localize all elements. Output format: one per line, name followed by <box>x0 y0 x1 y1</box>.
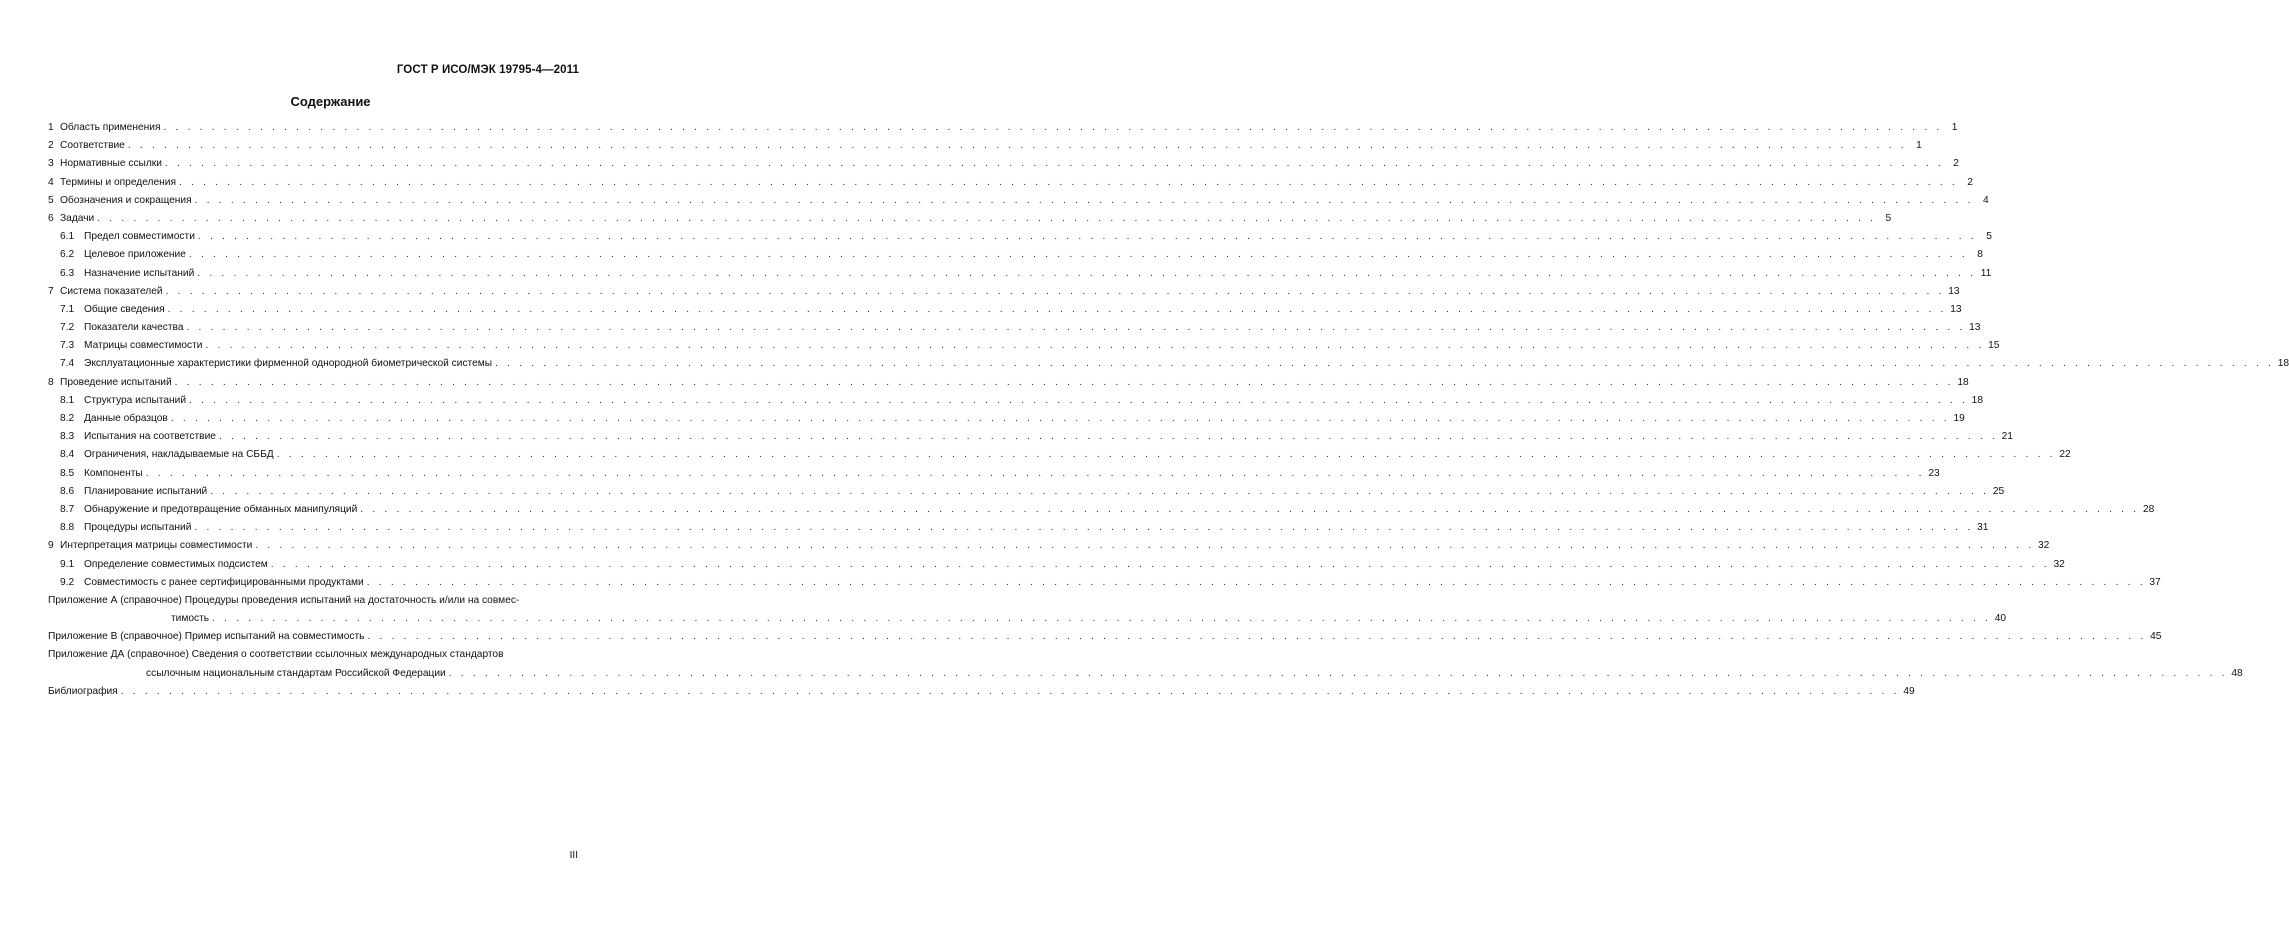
toc-entry-page: 2 <box>1967 176 1973 188</box>
toc-entry-page: 18 <box>1971 394 1983 406</box>
toc-entry-6-1[interactable] <box>48 228 1992 246</box>
toc-entry-page: 13 <box>1948 285 1960 297</box>
toc-entry-page: 32 <box>2037 540 2050 552</box>
dot-leader <box>165 155 1944 173</box>
dot-leader <box>168 301 1947 319</box>
toc-entry-number: 8.7 <box>60 503 75 515</box>
toc-entry-title: Показатели качества <box>84 322 184 334</box>
toc-entry-title: Эксплуатационные характеристики фирменной однородной биометрической системы <box>84 358 493 370</box>
toc-entry-title: Структура испытаний <box>84 394 187 406</box>
toc-entry-page: 13 <box>1969 322 1981 334</box>
table-of-contents <box>48 119 2289 701</box>
document-code: ГОСТ Р ИСО/МЭК 19795-4—2011 <box>396 64 579 76</box>
toc-entry-number: 7.2 <box>60 322 75 334</box>
dot-leader <box>255 537 2034 555</box>
toc-entry-number: 8.2 <box>60 413 75 424</box>
toc-entry-page: 32 <box>2053 558 2065 570</box>
toc-entry-title: Процедуры испытаний <box>84 522 192 534</box>
toc-entry-number: 7.3 <box>60 340 75 352</box>
toc-entry-page: 15 <box>1988 340 2000 352</box>
toc-entry-page: 19 <box>1953 413 1965 424</box>
toc-entry-9-2[interactable] <box>48 574 2161 592</box>
toc-entry-5[interactable] <box>48 192 1989 210</box>
toc-entry-page: 5 <box>1885 212 1892 224</box>
toc-entry-title: Интерпретация матрицы совместимости <box>60 540 253 552</box>
toc-entry-page: 25 <box>1992 485 2005 497</box>
dot-leader <box>171 410 1950 428</box>
toc-entry-title: Матрицы совместимости <box>84 340 203 352</box>
dot-leader <box>189 246 1968 264</box>
dot-leader <box>212 610 1991 628</box>
appendix-b-title: Приложение В (справочное) Пример испытаний на совместимость <box>48 631 365 643</box>
toc-entry-number: 7.4 <box>60 358 75 370</box>
toc-entry-title: Область применения <box>60 122 161 133</box>
toc-entry-number: 8 <box>48 376 54 388</box>
toc-title: Содержание <box>290 94 371 109</box>
toc-entry-number: 6.3 <box>60 267 75 279</box>
toc-entry-page: 11 <box>1980 267 1992 279</box>
toc-entry-7-3[interactable] <box>48 337 2000 355</box>
toc-entry-number: 1 <box>48 122 54 133</box>
toc-entry-title: Данные образцов <box>84 413 168 424</box>
dot-leader <box>219 428 1998 446</box>
toc-entry-4[interactable] <box>48 174 1973 192</box>
toc-entry-8-8[interactable] <box>48 519 1989 537</box>
toc-entry-6-3[interactable] <box>48 265 1992 283</box>
toc-entry-6-2[interactable] <box>48 246 1983 264</box>
toc-entry-number: 7.1 <box>60 303 75 315</box>
toc-entry-page: 22 <box>2059 449 2071 461</box>
dot-leader <box>128 137 1907 155</box>
toc-entry-title: Обозначения и сокращения <box>60 194 192 206</box>
toc-entry-page: 5 <box>1986 231 1992 243</box>
toc-entry-page: 23 <box>1928 467 1940 479</box>
page-number: III <box>569 850 578 861</box>
dot-leader <box>179 174 1958 192</box>
toc-entry-8-2[interactable] <box>48 410 1965 428</box>
toc-entry-page: 1 <box>1951 122 1958 133</box>
toc-entry-page: 2 <box>1953 158 1959 170</box>
toc-entry-number: 6.2 <box>60 249 75 261</box>
toc-entry-7-1[interactable] <box>48 301 1962 319</box>
appendix-a-line2 <box>48 610 2007 628</box>
toc-entry-number: 6.1 <box>60 231 75 243</box>
toc-entry-7-4[interactable] <box>48 355 2289 373</box>
toc-entry-6[interactable] <box>48 210 1892 228</box>
toc-entry-page: 31 <box>1977 522 1989 534</box>
toc-entry-8-1[interactable] <box>48 392 1983 410</box>
dot-leader <box>205 337 1984 355</box>
toc-entry-number: 8.5 <box>60 467 75 479</box>
dot-leader <box>271 556 2050 574</box>
appendix-a-title-line1: Приложение А (справочное) Процедуры проведения испытаний на достаточность и/или на совмес- <box>48 594 520 606</box>
toc-entry-8-6[interactable] <box>48 483 2005 501</box>
toc-entry-page: 49 <box>1903 685 1915 697</box>
toc-entry-title: Определение совместимых подсистем <box>84 558 268 570</box>
toc-entry-number: 9.2 <box>60 576 75 588</box>
toc-entry-page: 13 <box>1950 303 1962 315</box>
dot-leader <box>163 119 1942 137</box>
appendix-da-title-line2: ссылочным национальным стандартам Российской Федерации <box>146 667 446 679</box>
dot-leader <box>189 392 1968 410</box>
toc-entry-number: 5 <box>48 194 54 206</box>
toc-entry-number: 2 <box>48 140 54 152</box>
toc-entry-page: 1 <box>1916 140 1922 152</box>
toc-entry-number: 4 <box>48 176 54 188</box>
toc-entry-title: Проведение испытаний <box>60 376 172 388</box>
toc-entry-page: 28 <box>2142 503 2155 515</box>
toc-entry-8-7[interactable] <box>48 501 2155 519</box>
toc-entry-8[interactable] <box>48 374 1969 392</box>
dot-leader <box>367 574 2146 592</box>
toc-entry-2[interactable] <box>48 137 1922 155</box>
dot-leader <box>166 283 1945 301</box>
toc-bibliography[interactable] <box>48 683 1915 701</box>
dot-leader <box>195 192 1974 210</box>
toc-entry-number: 7 <box>48 285 54 297</box>
dot-leader <box>277 446 2056 464</box>
dot-leader <box>360 501 2139 519</box>
toc-entry-number: 6 <box>48 212 54 224</box>
toc-entry-number: 8.4 <box>60 449 75 461</box>
toc-entry-number: 8.1 <box>60 394 75 406</box>
toc-entry-9-1[interactable] <box>48 556 2065 574</box>
toc-entry-title: Компоненты <box>84 467 143 479</box>
dot-leader <box>97 210 1876 228</box>
dot-leader <box>187 319 1966 337</box>
toc-entry-7-2[interactable] <box>48 319 1981 337</box>
toc-entry-title: Предел совместимости <box>84 231 195 243</box>
toc-entry-title: Совместимость с ранее сертифицированными продуктами <box>84 576 364 588</box>
appendix-a-title-line2: тимость <box>171 613 210 625</box>
toc-entry-page: 40 <box>1994 613 2007 625</box>
toc-entry-8-3[interactable] <box>48 428 2013 446</box>
toc-entry-title: Испытания на соответствие <box>84 431 216 443</box>
toc-appendix-b[interactable] <box>48 628 2162 646</box>
toc-entry-title: Ограничения, накладываемые на СББД <box>84 449 274 461</box>
toc-entry-page: 37 <box>2149 576 2161 588</box>
toc-entry-number: 8.6 <box>60 485 75 497</box>
toc-appendix-da[interactable] <box>48 646 2243 682</box>
dot-leader <box>121 683 1900 701</box>
appendix-da-title-line1: Приложение ДА (справочное) Сведения о соответствии ссылочных международных стандартов <box>48 649 504 661</box>
toc-entry-title: Термины и определения <box>60 176 176 188</box>
toc-entry-page: 8 <box>1977 249 1983 261</box>
toc-entry-page: 21 <box>2001 431 2013 443</box>
dot-leader <box>198 228 1977 246</box>
toc-entry-page: 48 <box>2231 667 2243 679</box>
toc-entry-8-4[interactable] <box>48 446 2071 464</box>
dot-leader <box>194 519 1973 537</box>
toc-entry-title: Соответствие <box>60 140 125 152</box>
toc-entry-number: 9 <box>48 540 54 552</box>
dot-leader <box>210 483 1989 501</box>
dot-leader <box>495 355 2274 373</box>
toc-entry-title: Общие сведения <box>84 303 165 315</box>
toc-entry-title: Система показателей <box>60 285 163 297</box>
toc-entry-1[interactable] <box>48 119 1958 137</box>
toc-appendix-a[interactable] <box>48 592 2007 628</box>
toc-entry-title: Задачи <box>60 212 95 224</box>
toc-entry-number: 9.1 <box>60 558 75 570</box>
toc-entry-page: 4 <box>1982 194 1989 206</box>
toc-entry-title: Планирование испытаний <box>84 485 208 497</box>
bibliography-title: Библиография <box>48 685 118 697</box>
toc-entry-title: Обнаружение и предотвращение обманных манипуляций <box>84 503 358 515</box>
toc-entry-number: 8.8 <box>60 522 75 534</box>
toc-entry-8-5[interactable] <box>48 465 1940 483</box>
dot-leader <box>197 265 1976 283</box>
dot-leader <box>367 628 2146 646</box>
toc-entry-number: 8.3 <box>60 431 75 443</box>
toc-entry-title: Нормативные ссылки <box>60 158 162 170</box>
toc-entry-page: 45 <box>2150 631 2162 643</box>
appendix-da-line2 <box>48 665 2243 683</box>
toc-entry-9[interactable] <box>48 537 2050 555</box>
dot-leader <box>175 374 1954 392</box>
toc-entry-title: Назначение испытаний <box>84 267 195 279</box>
dot-leader <box>146 465 1925 483</box>
toc-entry-7[interactable] <box>48 283 1960 301</box>
dot-leader <box>449 665 2228 683</box>
toc-entry-page: 18 <box>2277 358 2289 370</box>
toc-entry-page: 18 <box>1957 376 1969 388</box>
toc-entry-number: 3 <box>48 158 54 170</box>
toc-entry-3[interactable] <box>48 155 1959 173</box>
toc-entry-title: Целевое приложение <box>84 249 186 261</box>
